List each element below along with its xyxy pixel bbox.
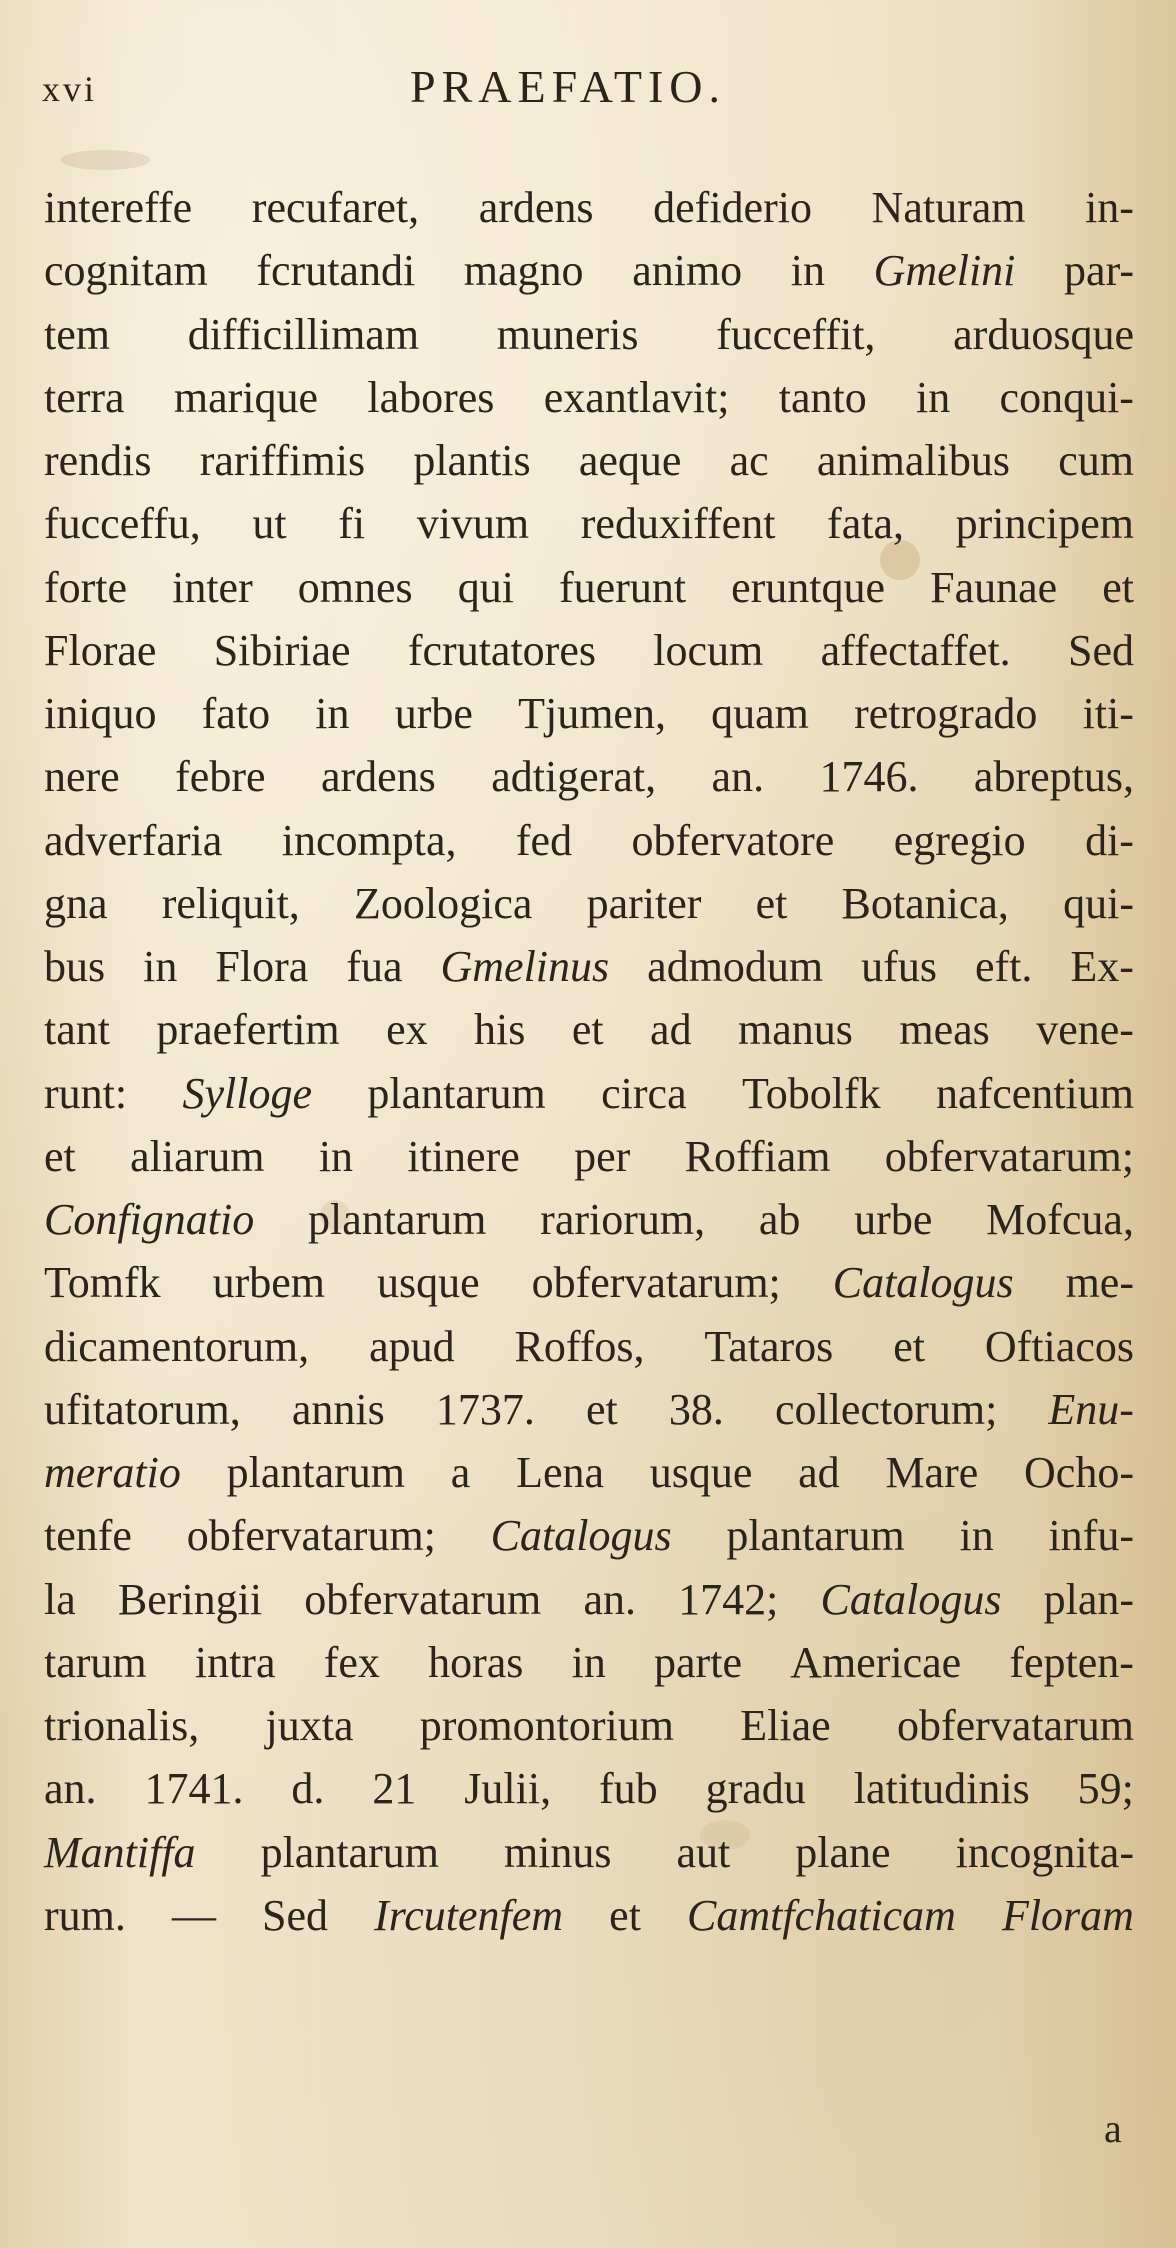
word: vene- xyxy=(1036,1005,1134,1055)
word: Confignatio xyxy=(44,1195,255,1244)
word: horas xyxy=(428,1637,524,1687)
word: in xyxy=(959,1511,994,1561)
word: urbe xyxy=(854,1195,933,1244)
word: affectaffet. xyxy=(820,625,1011,675)
text-line xyxy=(44,366,1134,429)
word: aliarum xyxy=(130,1131,265,1181)
word: egregio xyxy=(893,815,1026,865)
word: ut xyxy=(252,499,287,549)
text-line xyxy=(44,935,1134,998)
word: Americae xyxy=(790,1637,962,1687)
word: 38. xyxy=(668,1384,724,1434)
word: plantarum xyxy=(308,1195,487,1244)
word: incompta, xyxy=(281,815,457,865)
word: retrogrado xyxy=(854,689,1038,738)
word: Ircutenfem xyxy=(374,1890,564,1940)
word: gradu xyxy=(705,1764,806,1814)
text-line xyxy=(44,556,1134,619)
text-line xyxy=(44,303,1134,366)
word: Beringii xyxy=(117,1574,263,1624)
word: Flora xyxy=(215,942,309,991)
word: Zoologica xyxy=(354,878,533,928)
word: circa xyxy=(601,1068,687,1118)
word: an. xyxy=(711,752,765,802)
word: Roffos, xyxy=(514,1321,645,1371)
word: apud xyxy=(369,1321,455,1371)
word: conqui- xyxy=(999,372,1134,422)
word: intra xyxy=(194,1637,276,1687)
word: fcrutandi xyxy=(256,246,416,296)
word: locum xyxy=(653,625,764,675)
word: in xyxy=(315,689,350,738)
word: admodum xyxy=(647,942,824,991)
text-line xyxy=(44,1378,1134,1441)
word: Botanica, xyxy=(841,878,1009,928)
word: obfervatarum xyxy=(304,1574,542,1624)
word: — xyxy=(171,1890,216,1940)
text-line xyxy=(44,745,1134,808)
word: plantis xyxy=(413,436,531,485)
word: fato xyxy=(201,689,271,738)
text-line xyxy=(44,809,1134,872)
word: ex xyxy=(386,1005,428,1055)
word: exantlavit; xyxy=(543,372,730,422)
word: Tataros xyxy=(704,1321,834,1371)
word: et xyxy=(609,1890,641,1940)
word: eft. xyxy=(974,942,1033,991)
text-line xyxy=(44,1568,1134,1631)
word: adtigerat, xyxy=(491,752,657,802)
word: magno xyxy=(463,246,584,296)
word: a xyxy=(450,1448,471,1497)
word: Mare xyxy=(885,1448,979,1497)
word: et xyxy=(44,1131,76,1181)
word: di- xyxy=(1085,815,1134,865)
word: et xyxy=(1102,562,1134,612)
word: iniquo xyxy=(44,689,157,738)
word: per xyxy=(574,1131,631,1181)
word: annis xyxy=(291,1384,385,1434)
word: itinere xyxy=(407,1131,520,1181)
word: Mofcua, xyxy=(986,1195,1134,1244)
word: fi xyxy=(338,499,366,549)
word: rariorum, xyxy=(540,1195,706,1244)
word: minus xyxy=(503,1827,612,1877)
word: dicamentorum, xyxy=(44,1321,310,1371)
word: Oftiacos xyxy=(984,1321,1134,1371)
word: 1746. xyxy=(819,752,919,802)
text-line xyxy=(44,492,1134,555)
word: usque xyxy=(376,1258,480,1308)
word: et xyxy=(755,878,788,928)
word: fuerunt xyxy=(559,562,687,612)
word: gna xyxy=(44,878,108,928)
text-line xyxy=(44,1504,1134,1567)
text-line xyxy=(44,1251,1134,1314)
word: Lena xyxy=(516,1448,604,1497)
word: inter xyxy=(172,562,253,612)
word: difficillimam xyxy=(187,309,420,359)
word: Camtfchaticam xyxy=(687,1890,956,1940)
word: Roffiam xyxy=(684,1131,831,1181)
word: cum xyxy=(1058,436,1134,485)
word: rendis xyxy=(44,436,152,485)
text-line xyxy=(44,872,1134,935)
word: ardens xyxy=(320,752,436,802)
word: febre xyxy=(175,752,266,802)
word: fucceffu, xyxy=(44,499,201,549)
word: fcrutatores xyxy=(407,625,596,675)
word: fepten- xyxy=(1009,1637,1134,1687)
word: in xyxy=(318,1131,354,1181)
word: nere xyxy=(44,752,120,802)
word: fed xyxy=(515,815,573,865)
word: fata, xyxy=(827,499,904,549)
word: plantarum xyxy=(726,1511,905,1561)
word: plantarum xyxy=(226,1448,406,1497)
word: fua xyxy=(346,942,403,991)
page-number: xvi xyxy=(42,69,98,109)
word: Tjumen, xyxy=(518,689,666,738)
word: meas xyxy=(899,1005,990,1055)
word: ac xyxy=(729,436,769,485)
word: tanto xyxy=(778,372,867,422)
text-line xyxy=(44,682,1134,745)
word: forte xyxy=(44,562,128,612)
word: 59; xyxy=(1077,1764,1134,1814)
word: in xyxy=(143,942,178,991)
word: in xyxy=(790,246,826,296)
word: d. xyxy=(291,1764,325,1814)
word: plane xyxy=(795,1827,891,1877)
word: in xyxy=(916,372,951,422)
text-line xyxy=(44,239,1134,302)
word: plantarum xyxy=(260,1827,439,1877)
body-text xyxy=(44,176,1134,1947)
word: incognita- xyxy=(955,1827,1134,1877)
word: 1741. xyxy=(144,1764,244,1814)
word: reduxiffent xyxy=(580,499,776,549)
word: Sibiriae xyxy=(213,625,351,675)
text-line xyxy=(44,176,1134,239)
word: Floram xyxy=(1001,1890,1134,1940)
word: 1737. xyxy=(435,1384,535,1434)
text-line xyxy=(44,1757,1134,1820)
word: tant xyxy=(44,1005,110,1055)
text-line xyxy=(44,1188,1134,1251)
word: collectorum; xyxy=(774,1384,998,1434)
word: par- xyxy=(1064,246,1134,296)
word: marique xyxy=(173,372,319,422)
text-line xyxy=(44,1884,1134,1947)
word: terra xyxy=(44,372,125,422)
word: ardens xyxy=(478,183,594,232)
word: urbe xyxy=(394,689,473,738)
word: ad xyxy=(650,1005,692,1055)
word: me- xyxy=(1065,1258,1134,1308)
word: obfervatarum xyxy=(896,1701,1134,1750)
word: Julii, xyxy=(464,1764,552,1814)
word: bus xyxy=(44,942,106,991)
word: quam xyxy=(711,689,809,738)
word: latitudinis xyxy=(853,1764,1030,1814)
word: his xyxy=(474,1005,526,1055)
word: infu- xyxy=(1048,1511,1134,1561)
word: 21 xyxy=(372,1764,417,1814)
word: nafcentium xyxy=(936,1068,1134,1118)
word: praefertim xyxy=(156,1005,340,1055)
word: rariffimis xyxy=(199,436,366,485)
word: ufus xyxy=(861,942,937,991)
word: eruntque xyxy=(731,562,886,612)
word: Tobolfk xyxy=(741,1068,881,1118)
word: Naturam xyxy=(871,183,1026,232)
word: an. xyxy=(583,1574,636,1624)
word: meratio xyxy=(44,1448,181,1497)
word: juxta xyxy=(265,1701,354,1750)
word: Sylloge xyxy=(182,1068,312,1118)
word: tem xyxy=(44,309,110,359)
word: obfervatore xyxy=(631,815,835,865)
word: omnes xyxy=(297,562,413,612)
word: plantarum xyxy=(367,1068,546,1118)
word: vivum xyxy=(416,499,530,549)
word: et xyxy=(571,1005,604,1055)
word: defiderio xyxy=(653,183,812,232)
word: intereffe xyxy=(44,183,193,232)
text-line xyxy=(44,429,1134,492)
word: obfervatarum; xyxy=(186,1511,436,1561)
word: trionalis, xyxy=(44,1701,200,1750)
word: Catalogus xyxy=(820,1574,1002,1624)
word: muneris xyxy=(496,309,639,359)
word: Gmelinus xyxy=(440,942,610,991)
word: animo xyxy=(632,246,743,296)
page-header xyxy=(0,60,1176,120)
word: runt: xyxy=(44,1068,128,1118)
word: Faunae xyxy=(930,562,1058,612)
word: adverfaria xyxy=(44,815,223,865)
word: rum. xyxy=(44,1890,126,1940)
text-line xyxy=(44,1821,1134,1884)
word: tenfe xyxy=(44,1511,132,1561)
text-line xyxy=(44,1631,1134,1694)
word: qui xyxy=(457,562,514,612)
word: fub xyxy=(599,1764,658,1814)
word: Florae xyxy=(44,625,157,675)
word: Ex- xyxy=(1070,942,1134,991)
word: Sed xyxy=(262,1890,329,1940)
word: an. xyxy=(44,1764,97,1814)
word: ufitatorum, xyxy=(44,1384,241,1434)
word: reliquit, xyxy=(161,878,300,928)
word: fex xyxy=(323,1637,380,1687)
signature-mark: a xyxy=(1104,2106,1122,2151)
word: Gmelini xyxy=(873,246,1016,296)
word: Mantiffa xyxy=(44,1827,196,1877)
word: arduosque xyxy=(953,309,1134,359)
word: Catalogus xyxy=(490,1511,672,1561)
word: Eliae xyxy=(740,1701,831,1750)
word: recufaret, xyxy=(251,183,420,232)
word: parte xyxy=(654,1637,742,1687)
word: 1742; xyxy=(678,1574,779,1624)
running-title: PRAEFATIO. xyxy=(410,61,727,112)
word: et xyxy=(585,1384,618,1434)
word: fucceffit, xyxy=(716,309,876,359)
text-line xyxy=(44,1315,1134,1378)
word: et xyxy=(893,1321,925,1371)
word: plan- xyxy=(1043,1574,1134,1624)
word: aut xyxy=(676,1827,731,1877)
text-line xyxy=(44,1694,1134,1757)
word: qui- xyxy=(1063,878,1134,928)
word: tarum xyxy=(44,1637,147,1687)
word: ab xyxy=(758,1195,801,1244)
word: urbem xyxy=(212,1258,326,1308)
word: pariter xyxy=(586,878,702,928)
word: usque xyxy=(649,1448,753,1497)
word: Enu- xyxy=(1048,1384,1134,1434)
text-line xyxy=(44,619,1134,682)
word: in xyxy=(571,1637,606,1687)
text-line xyxy=(44,998,1134,1061)
word: labores xyxy=(367,372,495,422)
text-line xyxy=(44,1441,1134,1504)
word: obfervatarum; xyxy=(531,1258,781,1308)
word: Sed xyxy=(1067,625,1134,675)
word: principem xyxy=(955,499,1134,549)
text-line xyxy=(44,1125,1134,1188)
word: animalibus xyxy=(816,436,1010,485)
word: aeque xyxy=(578,436,682,485)
word: ad xyxy=(798,1448,840,1497)
word: Catalogus xyxy=(832,1258,1014,1308)
word: manus xyxy=(738,1005,853,1055)
word: promontorium xyxy=(419,1701,674,1750)
word: Tomfk xyxy=(44,1258,161,1308)
word: Ocho- xyxy=(1024,1448,1134,1497)
text-line xyxy=(44,1062,1134,1125)
word: iti- xyxy=(1082,689,1134,738)
word: la xyxy=(44,1574,76,1624)
word: in- xyxy=(1085,183,1134,232)
word: cognitam xyxy=(44,246,208,296)
word: abreptus, xyxy=(973,752,1134,802)
word: obfervatarum; xyxy=(884,1131,1134,1181)
